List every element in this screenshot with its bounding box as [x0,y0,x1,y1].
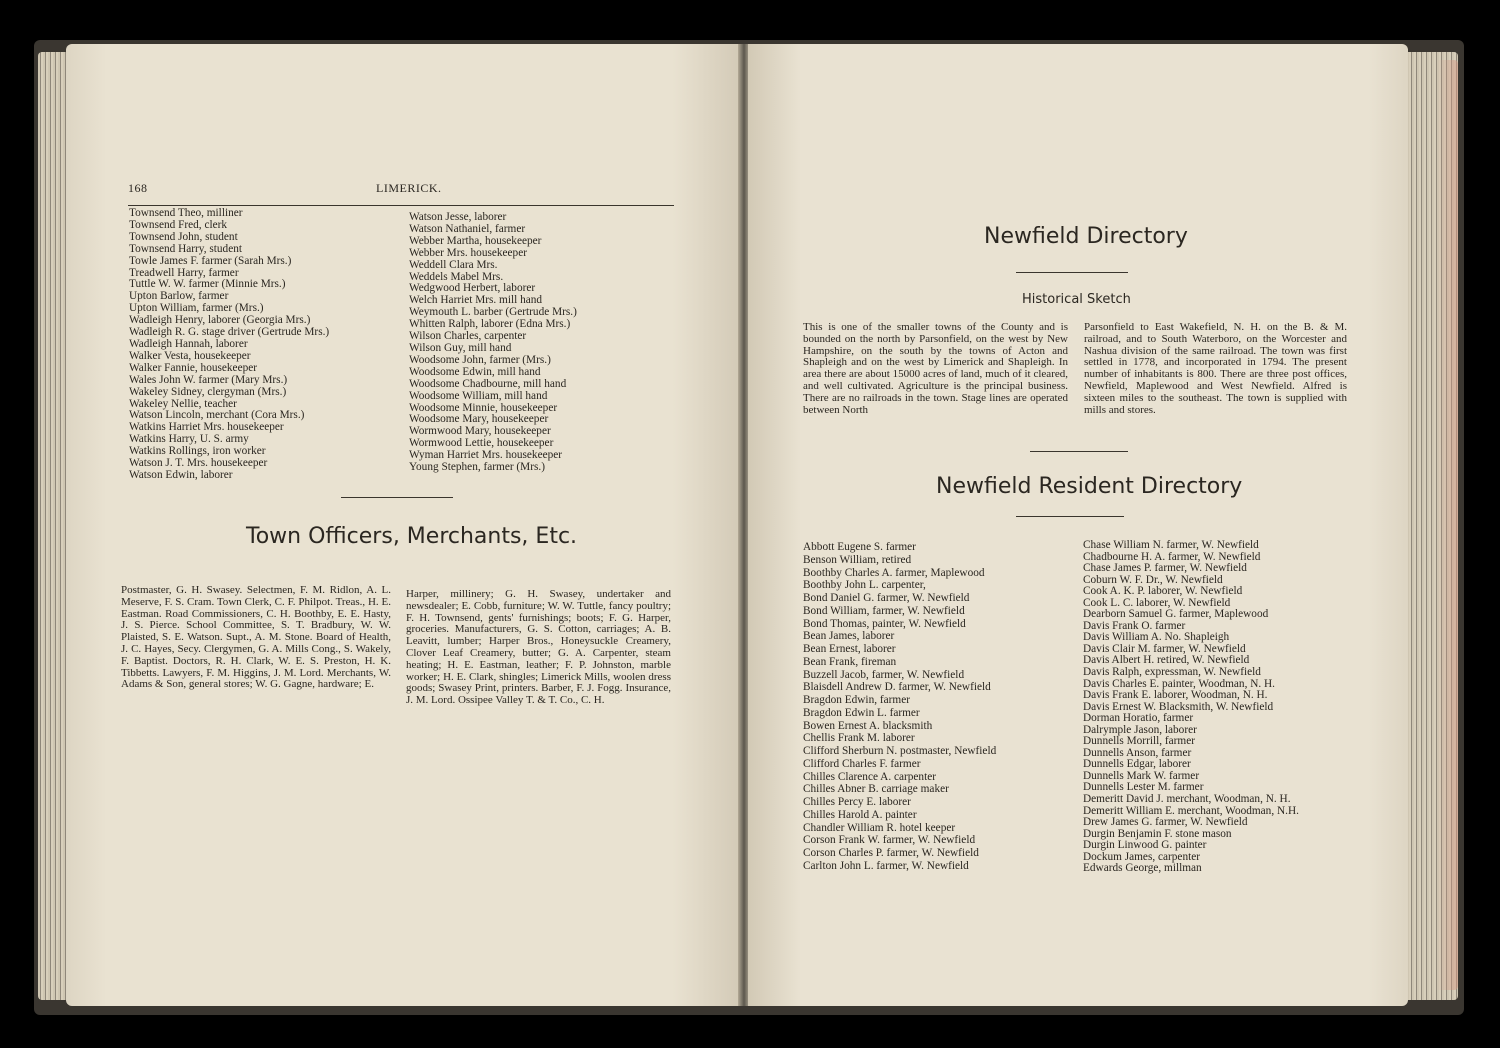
directory-entry: Watson Edwin, laborer [129,468,233,481]
directory-entry: Townsend Theo, milliner [129,207,243,219]
officers-paragraph-col2: Harper, millinery; G. H. Swasey, undertaker and newsdealer; E. Cobb, furniture; W. W. Tuttle, fancy poultry; F. H. Townsend, gents' furnishings; boots; F. G. Harper, groceries. Manufacturers, G. S. Cotton, carriages; A. B. Leavitt, lumber; Harper Bros., Honeysuckle Creamery, Clover Leaf Creamery, butter; G. A. Carpenter, steam heating; H. E. Eastman, leather; F. P. Johnston, marble worker; H. E. Clark, shingles; Limerick Mills, woolen dress goods; Swasey Print, printers. Barber, F. J. Fogg. Insurance, J. M. Lord. Ossipee Valley T. & T. Co., C. H. [406,588,671,707]
directory-entry: Bean James, laborer [803,630,895,643]
section-divider-right [1030,451,1128,452]
directory-entry: Chilles Percy E. laborer [803,796,911,808]
page-edges-tint [1436,60,1458,990]
resident-column-1 [803,541,996,873]
directory-entry: Tuttle W. W. farmer (Minnie Mrs.) [129,278,286,291]
directory-entry: Bragdon Edwin, farmer [803,694,910,706]
directory-entry: Woodsome Minnie, housekeeper [409,401,558,414]
directory-entry: Corson Frank W. farmer, W. Newfield [803,834,976,847]
directory-entry: Bean Frank, fireman [803,655,897,668]
directory-entry: Dockum James, carpenter [1083,850,1201,863]
directory-entry: Demeritt William E. merchant, Woodman, N.H. [1083,804,1299,817]
resident-title-rule [1016,516,1124,517]
directory-entry: Benson William, retired [803,553,912,566]
directory-entry: Bond William, farmer, W. Newfield [803,604,965,617]
directory-entry: Webber Mrs. housekeeper [409,246,527,259]
directory-entry: Dunnells Anson, farmer [1083,746,1192,759]
directory-entry: Bond Thomas, painter, W. Newfield [803,617,966,630]
directory-entry: Watkins Harry, U. S. army [129,433,249,446]
directory-entry: Chadbourne H. A. farmer, W. Newfield [1083,550,1261,563]
directory-entry: Wilson Charles, carpenter [409,330,527,343]
directory-entry: Demeritt David J. merchant, Woodman, N. H. [1083,793,1291,806]
directory-entry: Watson Nathaniel, farmer [409,222,526,235]
directory-entry: Cook L. C. laborer, W. Newfield [1083,596,1231,609]
directory-entry: Davis Clair M. farmer, W. Newfield [1083,642,1246,655]
directory-entry: Wormwood Mary, housekeeper [409,425,551,438]
directory-entry: Dorman Horatio, farmer [1083,712,1194,725]
directory-entry: Woodsome Chadbourne, mill hand [409,377,567,390]
directory-entry: Wadleigh R. G. stage driver (Gertrude Mrs.) [129,326,330,339]
directory-entry: Watson Lincoln, merchant (Cora Mrs.) [129,409,305,422]
header-rule [128,205,674,206]
directory-entry: Upton William, farmer (Mrs.) [129,302,264,315]
directory-entry: Weddels Mabel Mrs. [409,270,504,283]
directory-entry: Drew James G. farmer, W. Newfield [1083,816,1248,829]
directory-entry: Wadleigh Henry, laborer (Georgia Mrs.) [129,314,311,327]
directory-entry: Chandler William R. hotel keeper [803,821,956,834]
directory-entry: Towle James F. farmer (Sarah Mrs.) [129,254,292,267]
directory-entry: Welch Harriet Mrs. mill hand [409,294,543,307]
directory-entry: Wales John W. farmer (Mary Mrs.) [129,373,288,386]
page-number: 168 [128,181,148,195]
directory-entry: Dunnells Mark W. farmer [1083,769,1200,782]
section-divider [341,497,453,498]
directory-entry: Clifford Charles F. farmer [803,757,921,770]
directory-entry: Coburn W. F. Dr., W. Newfield [1083,573,1223,586]
directory-entry: Woodsome Mary, housekeeper [409,413,549,426]
directory-entry: Bowen Ernest A. blacksmith [803,719,933,732]
directory-entry: Walker Fannie, housekeeper [129,361,258,374]
officers-paragraph-col1: Postmaster, G. H. Swasey. Selectmen, F. M. Ridlon, A. L. Meserve, F. S. Cram. Town Clerk, C. F. Philpot. Treas., H. E. Eastman. Road Commissioners, C. H. Boothby, E. E. Hasty, J. S. Pierce. School Committee, S. T. Bradbury, W. W. Plaisted, S. E. Watson. Supt., A. M. Stone. Board of Health, J. C. Hayes, Secy. Clergymen, G. A. Mills Cong., S. Wakely, F. Baptist. Doctors, R. H. Clark, W. E. S. Preston, H. K. Tibbetts. Lawyers, F. M. Higgins, J. M. Lord. Merchants, W. Adams & Son, general stores; W. G. Gagne, hardware; E. [121,584,391,691]
directory-entry: Webber Martha, housekeeper [409,234,542,247]
directory-entry: Townsend John, student [129,230,238,243]
directory-entry: Corson Charles P. farmer, W. Newfield [803,847,979,859]
directory-entry: Davis Frank E. laborer, Woodman, N. H. [1083,689,1268,702]
running-head: LIMERICK. [376,181,442,195]
directory-entry: Chilles Abner B. carriage maker [803,783,949,796]
directory-entry: Wormwood Lettie, housekeeper [409,437,554,450]
directory-entry: Boothby John L. carpenter, [803,579,926,592]
directory-entry: Chase James P. farmer, W. Newfield [1083,562,1247,575]
directory-entry: Chellis Frank M. laborer [803,732,915,745]
directory-entry: Davis Ernest W. Blacksmith, W. Newfield [1083,700,1274,713]
directory-entry: Davis Frank O. farmer [1083,619,1186,632]
directory-entry: Wakeley Nellie, teacher [129,397,237,410]
directory-title: Newfield Directory [984,224,1188,249]
directory-entry: Woodsome William, mill hand [409,389,548,402]
directory-entry: Chase William N. farmer, W. Newfield [1083,539,1259,551]
directory-entry: Edwards George, millman [1083,862,1202,875]
directory-entry: Wedgwood Herbert, laborer [409,282,536,295]
directory-entry: Durgin Linwood G. painter [1083,839,1207,852]
sketch-paragraph-col1: This is one of the smaller towns of the County and is bounded on the north by Parsonfield, on the west by New Hampshire, on the south by the towns of Acton and Shapleigh and on the west by Limerick and Shapleigh. In area there are about 15000 acres of land, much of it cleared, and well cultivated. Agriculture is the principal business. There are no railroads in the town. Stage lines are operated between North [803,321,1068,416]
directory-entry: Wadleigh Hannah, laborer [129,337,248,350]
directory-entry: Whitten Ralph, laborer (Edna Mrs.) [409,318,571,331]
directory-entry: Wilson Guy, mill hand [409,341,512,354]
directory-entry: Dunnells Lester M. farmer [1083,781,1204,794]
limerick-directory-column-2 [409,212,577,474]
directory-entry: Buzzell Jacob, farmer, W. Newfield [803,668,965,681]
directory-entry: Davis Albert H. retired, W. Newfield [1083,654,1250,667]
directory-entry: Davis William A. No. Shapleigh [1083,631,1230,644]
directory-entry: Dalrymple Jason, laborer [1083,723,1197,736]
directory-entry: Durgin Benjamin F. stone mason [1083,827,1232,840]
directory-entry: Cook A. K. P. laborer, W. Newfield [1083,585,1243,598]
officers-heading: Town Officers, Merchants, Etc. [246,524,578,549]
directory-entry: Woodsome Edwin, mill hand [409,365,541,378]
directory-entry: Treadwell Harry, farmer [129,266,239,279]
directory-entry: Townsend Harry, student [129,242,242,255]
directory-entry: Wyman Harriet Mrs. housekeeper [409,449,563,462]
directory-entry: Dunnells Morrill, farmer [1083,735,1195,748]
directory-entry: Watson J. T. Mrs. housekeeper [129,457,268,470]
resident-directory-title: Newfield Resident Directory [936,474,1243,499]
sketch-heading: Historical Sketch [1022,292,1131,307]
directory-entry: Woodsome John, farmer (Mrs.) [409,353,551,366]
directory-entry: Weymouth L. barber (Gertrude Mrs.) [409,306,577,319]
directory-entry: Chilles Harold A. painter [803,808,917,821]
directory-entry: Watkins Rollings, iron worker [129,445,266,458]
directory-entry: Bean Ernest, laborer [803,643,896,655]
directory-entry: Blaisdell Andrew D. farmer, W. Newfield [803,681,991,694]
directory-entry: Wakeley Sidney, clergyman (Mrs.) [129,385,287,398]
sketch-paragraph-col2: Parsonfield to East Wakefield, N. H. on the B. & M. railroad, and to South Waterboro, on the Worcester and Nashua division of the same railroad. The town was first settled in 1778, and incorporated in 1794. The present number of inhabitants is 800. There are three post offices, Newfield, Maplewood and West Newfield. Alfred is sixteen miles to the southeast. The town is supplied with mills and stores. [1084,321,1347,416]
directory-entry: Watson Jesse, laborer [409,211,507,223]
directory-entry: Carlton John L. farmer, W. Newfield [803,859,969,872]
directory-entry: Abbott Eugene S. farmer [803,541,916,553]
directory-entry: Dunnells Edgar, laborer [1083,758,1191,771]
title-rule [1016,272,1128,273]
directory-entry: Bond Daniel G. farmer, W. Newfield [803,592,970,604]
directory-entry: Upton Barlow, farmer [129,290,229,303]
directory-entry: Davis Charles E. painter, Woodman, N. H. [1083,677,1276,690]
directory-entry: Dearborn Samuel G. farmer, Maplewood [1083,608,1269,621]
directory-entry: Clifford Sherburn N. postmaster, Newfield [803,745,997,757]
directory-entry: Watkins Harriet Mrs. housekeeper [129,421,284,434]
resident-column-2 [1083,540,1299,875]
directory-entry: Davis Ralph, expressman, W. Newfield [1083,666,1261,679]
directory-entry: Chilles Clarence A. carpenter [803,770,936,783]
directory-entry: Bragdon Edwin L. farmer [803,706,920,719]
directory-entry: Boothby Charles A. farmer, Maplewood [803,566,985,579]
directory-entry: Walker Vesta, housekeeper [129,349,251,362]
directory-entry: Young Stephen, farmer (Mrs.) [409,461,545,474]
directory-entry: Townsend Fred, clerk [129,218,228,231]
directory-entry: Weddell Clara Mrs. [409,258,498,271]
limerick-directory-column-1 [129,208,329,482]
